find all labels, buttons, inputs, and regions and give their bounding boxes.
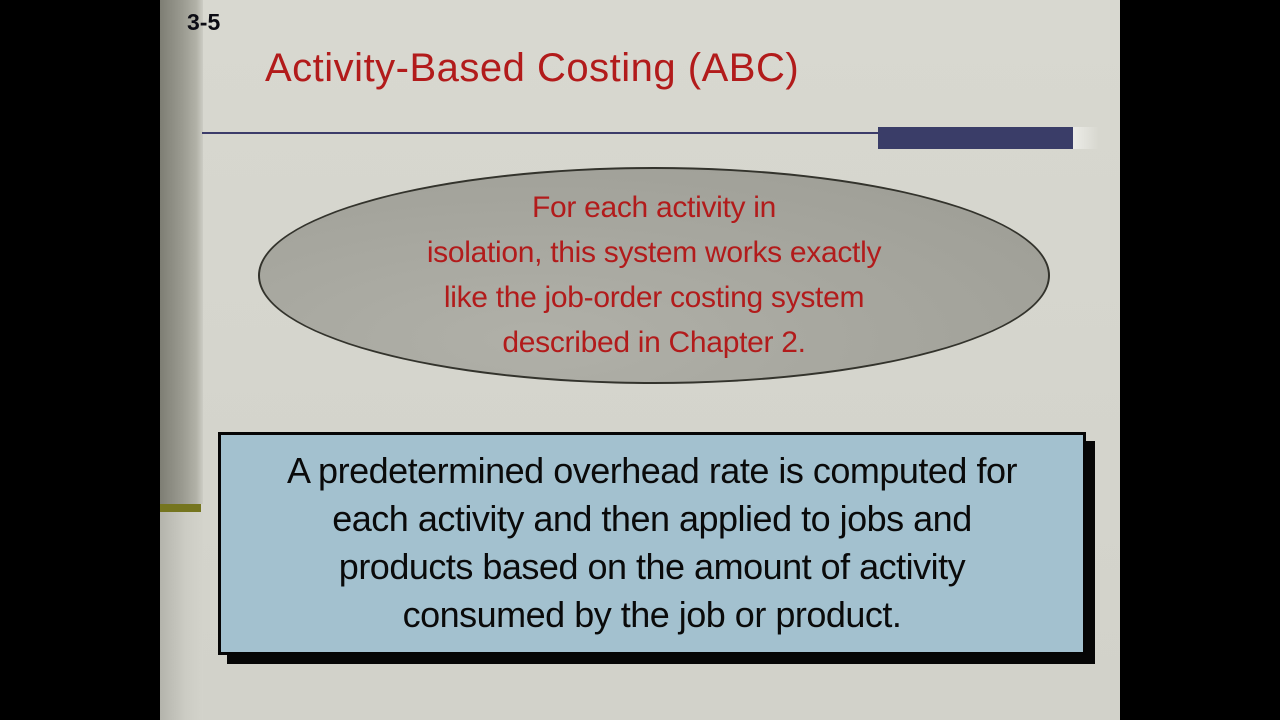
callout-line-1: A predetermined overhead rate is computed for <box>287 450 1017 491</box>
callout-box <box>218 432 1086 655</box>
ellipse-line-2: isolation, this system works exactly <box>426 236 882 269</box>
ellipse-callout <box>258 167 1050 384</box>
title-underline-cap <box>878 127 1073 149</box>
ellipse-line-4: described in Chapter 2. <box>502 326 806 359</box>
callout-line-3: products based on the amount of activity <box>338 546 966 587</box>
ellipse-line-1: For each activity in <box>531 191 777 224</box>
olive-accent-line <box>160 504 201 512</box>
slide-title: Activity-Based Costing (ABC) <box>265 46 800 90</box>
callout-line-2: each activity and then applied to jobs and <box>332 498 972 539</box>
ellipse-callout-text <box>260 185 1048 365</box>
left-accent-strip-top <box>160 0 203 504</box>
slide-number: 3-5 <box>187 9 221 35</box>
slide <box>160 0 1120 720</box>
callout-box-text <box>221 447 1083 639</box>
ellipse-line-3: like the job-order costing system <box>443 281 865 314</box>
callout-line-4: consumed by the job or product. <box>402 594 902 635</box>
left-accent-strip-bottom <box>160 512 203 720</box>
